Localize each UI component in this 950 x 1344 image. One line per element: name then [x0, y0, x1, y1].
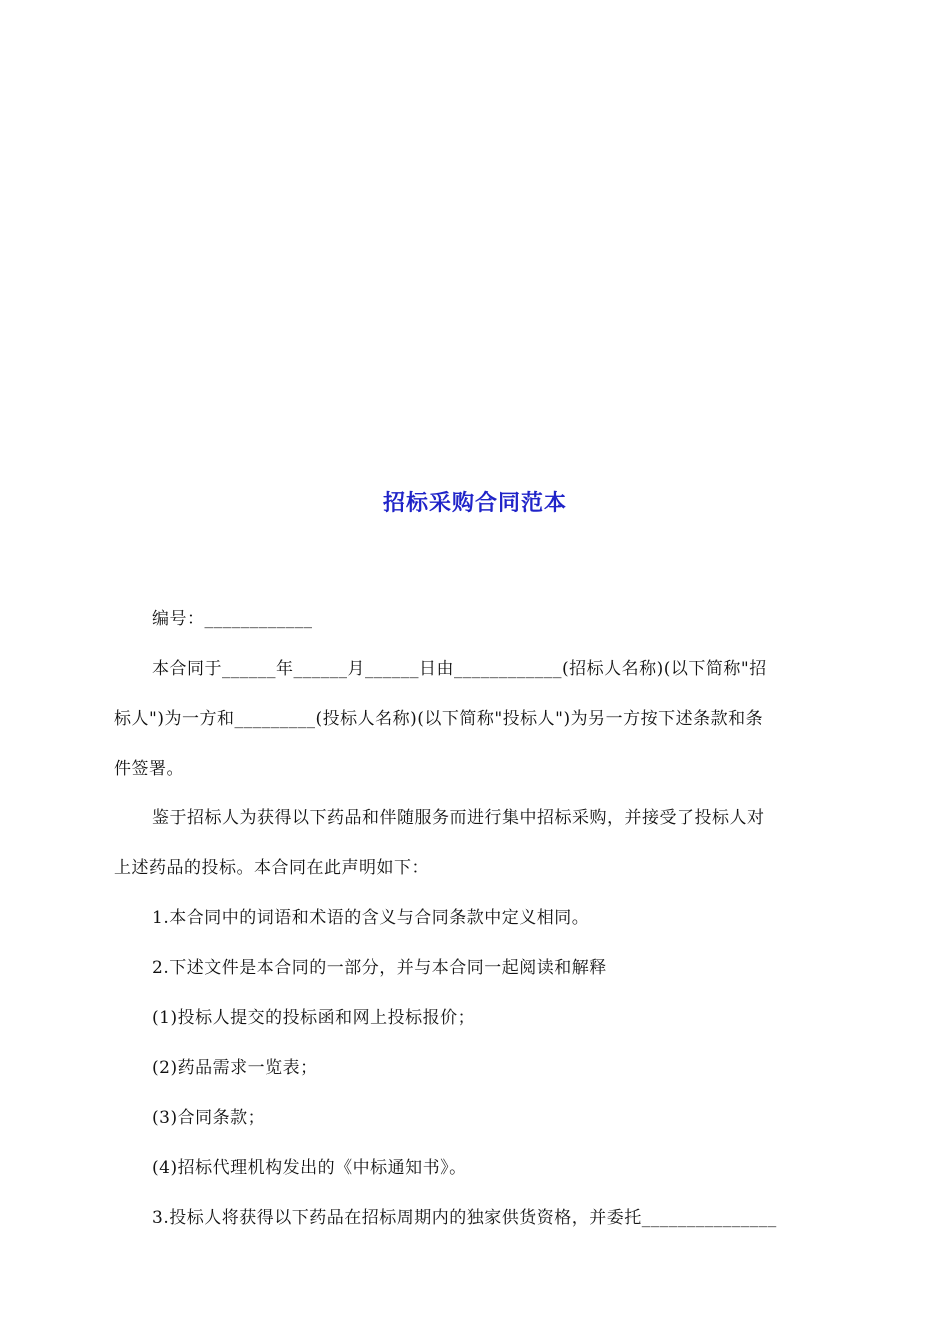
contract-number-line: 编号：____________	[152, 609, 313, 629]
paragraph-line: 本合同于______年______月______日由____________(招标人名称)(以下简称"招	[152, 659, 767, 679]
list-item: (1)投标人提交的投标函和网上投标报价；	[152, 1008, 476, 1028]
paragraph-line: 鉴于招标人为获得以下药品和伴随服务而进行集中招标采购，并接受了投标人对	[152, 808, 765, 828]
paragraph-line: 上述药品的投标。本合同在此声明如下：	[114, 858, 429, 878]
paragraph-line: 标人")为一方和_________(投标人名称)(以下简称"投标人")为另一方按下述条款和条	[114, 709, 764, 729]
list-item: 2.下述文件是本合同的一部分，并与本合同一起阅读和解释	[152, 958, 607, 978]
paragraph-line: 件签署。	[114, 759, 184, 779]
list-item: 1.本合同中的词语和术语的含义与合同条款中定义相同。	[152, 908, 590, 928]
list-item: (2)药品需求一览表；	[152, 1058, 318, 1078]
document-title: 招标采购合同范本	[382, 491, 567, 516]
list-item: (4)招标代理机构发出的《中标通知书》。	[152, 1158, 467, 1178]
list-item: (3)合同条款；	[152, 1108, 266, 1128]
list-item: 3.投标人将获得以下药品在招标周期内的独家供货资格，并委托_______________	[152, 1208, 777, 1228]
